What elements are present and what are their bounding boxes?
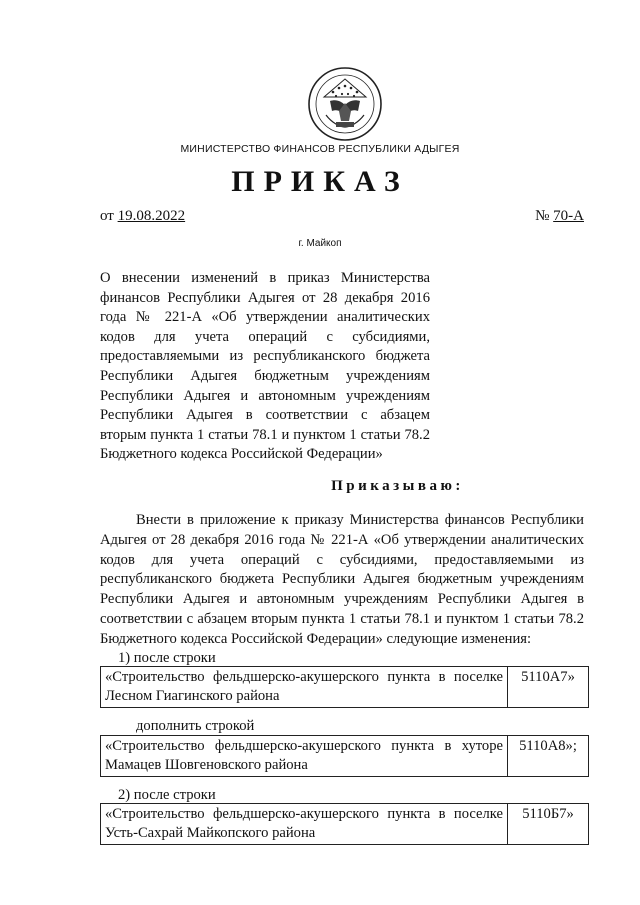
table-row	[101, 736, 589, 777]
change-table-3	[100, 803, 589, 845]
document-city: г. Майкоп	[298, 238, 342, 249]
change-text-3: «Строительство фельдшерско-акушерского пункта в поселке Усть-Сахрай Майкопского района	[101, 804, 508, 845]
change-table-2	[100, 735, 589, 777]
change-text-2: «Строительство фельдшерско-акушерского пункта в хуторе Мамацев Шовгеновского района	[101, 736, 508, 777]
order-heading: Приказываю:	[331, 478, 464, 494]
change-text-1: «Строительство фельдшерско-акушерского пункта в поселке Лесном Гиагинского района	[101, 667, 508, 708]
document-number	[535, 208, 584, 225]
document-title: ПРИКАЗ	[231, 165, 409, 198]
date-value: 19.08.2022	[117, 208, 186, 224]
document-date	[100, 208, 185, 225]
change-code-3: 5110Б7»	[508, 804, 589, 845]
change-label-1: 1) после строки	[118, 650, 216, 666]
table-row	[101, 667, 589, 708]
document-subject: О внесении изменений в приказ Министерства финансов Республики Адыгея от 28 декабря 2016 года № 221-А «Об утверждении аналитических кодов для учета операций с субсидиями, предоставляемыми из республиканского бюджета Республики Адыгея бюджетным учреждениям Республики Адыгея и автономным учреждениям Республики Адыгея в соответствии с абзацем вторым пункта 1 статьи 78.1 и пунктом 1 статьи 78.2 Бюджетного кодекса Российской Федерации»	[100, 270, 430, 463]
change-label-3: 2) после строки	[118, 787, 216, 803]
coat-of-arms-icon	[306, 65, 384, 143]
change-code-1: 5110А7»	[508, 667, 589, 708]
change-code-2: 5110А8»;	[508, 736, 589, 777]
change-label-2: дополнить строкой	[136, 718, 255, 734]
document-body: Внести в приложение к приказу Министерства финансов Республики Адыгея от 28 декабря 2016 года № 221-А «Об утверждении аналитических кодов для учета операций с субсидиями, предоставляемыми из республиканского бюджета Республики Адыгея бюджетным учреждениям Республики Адыгея и автономным учреждениям Республики Адыгея в соответствии с абзацем вторым пункта 1 статьи 78.1 и пунктом 1 статьи 78.2 Бюджетного кодекса Российской Федерации» следующие изменения:	[100, 512, 584, 647]
date-prefix: от	[100, 208, 114, 224]
number-value: 70-А	[553, 208, 584, 224]
table-row	[101, 804, 589, 845]
ministry-name: МИНИСТЕРСТВО ФИНАНСОВ РЕСПУБЛИКИ АДЫГЕЯ	[180, 143, 460, 155]
number-prefix: №	[535, 208, 550, 224]
change-table-1	[100, 666, 589, 708]
